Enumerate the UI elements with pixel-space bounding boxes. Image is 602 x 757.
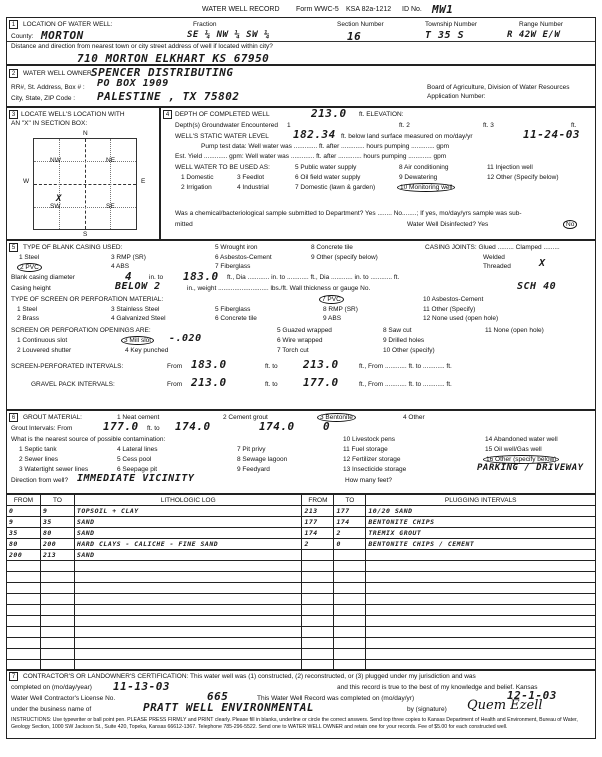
diameter-label: Blank casing diameter [11,274,75,281]
range-value: R 42W E/W [507,30,561,40]
form-number: Form WWC-5 [296,6,339,13]
grout-intervals-label: Grout Intervals: From [11,425,73,432]
water-well-record-form [6,4,596,752]
groundwater-label: Depth(s) Groundwater Encountered [175,122,278,129]
screen-pvc[interactable]: 7 PVC [319,295,344,304]
id-label: ID No. [402,6,422,13]
use-label: WELL WATER TO BE USED AS: [175,164,270,171]
casing-height-value: BELOW 2 [115,281,161,292]
table-row [7,572,596,583]
contam-lateral[interactable]: 4 Lateral lines [117,446,158,453]
table-row [7,638,596,649]
casing-rmp[interactable]: 3 RMP (SR) [111,254,146,261]
col-plugging-intervals: PLUGGING INTERVALS [366,495,596,506]
grout-to-value: 174.0 [175,420,211,433]
cell: TOPSOIL + CLAY [74,506,302,517]
open-none[interactable]: 11 None (open hole) [485,327,544,334]
cell: 174 [334,517,366,528]
well-location-mark: X [56,194,62,204]
contam-other-value: PARKING / DRIVEWAY [477,463,584,473]
table-row [7,539,596,550]
screen-concrete[interactable]: 6 Concrete tile [215,315,257,322]
screen-stainless[interactable]: 3 Stainless Steel [111,306,160,313]
gravel-rest: ft., From ............ ft. to ............ ft. [359,381,452,388]
how-many-feet-label: How many feet? [345,477,392,484]
casing-concrete-tile[interactable]: 8 Concrete tile [311,244,353,251]
business-value: PRATT WELL ENVIRONMENTAL [143,701,314,714]
section-box[interactable] [33,138,137,230]
table-row [7,649,596,660]
use-other[interactable]: 12 Other (Specify below) [487,174,559,181]
screen-rmp[interactable]: 8 RMP (SR) [323,306,358,313]
sw-quadrant: SW [50,203,61,210]
groundwater-3: ft. 3 [483,122,494,129]
use-industrial[interactable]: 4 Industrial [237,184,269,191]
contam-pit-privy[interactable]: 7 Pit privy [237,446,266,453]
board-label: Board of Agriculture, Division of Water Resources [427,84,570,91]
table-row [7,550,596,561]
owner-label: WATER WELL OWNER: [23,70,94,77]
gravel-from-label: From [167,381,183,388]
county-value: MORTON [41,29,84,42]
cell: HARD CLAYS - CALICHE - FINE SAND [74,539,302,550]
use-feedlot[interactable]: 3 Feedlot [237,174,265,181]
threaded-mark: X [539,258,546,269]
col-from: FROM [7,495,41,506]
instructions: INSTRUCTIONS: Use typewriter or ball point pen. PLEASE PRESS FIRMLY and PRINT clearly. Please fill in blanks, underline or circle the correct answers. Send top three copies to Kansas Department of Health and Environment, Bureau of Water, Geology Section, 1000 SW Jackson St., Suite 420, Topeka, Kansas 66612-1367. Telephone 785-296-5522. Send one to WATER WELL OWNER and retain one for your records. Fee of $5.00 for each constructed well. [11,717,578,730]
groundwater-2: ft. 2 [399,122,410,129]
section-3-number: 3 [9,110,18,119]
certification-label: CONTRACTOR'S OR LANDOWNER'S CERTIFICATION: This water well was (1) constructed, (2) reconstructed, or (3) plugged under my jurisdiction and was [23,673,476,680]
mill-slot-value: -.020 [169,333,202,344]
contam-fuel[interactable]: 11 Fuel storage [343,446,388,453]
contam-lagoon[interactable]: 8 Sewage lagoon [237,456,288,463]
county-label: County: [11,33,34,40]
cell: 177 [302,517,334,528]
grout-to-label: ft. to [147,425,160,432]
cell [334,550,366,561]
contam-sewer[interactable]: 2 Sewer lines [19,456,59,463]
locate-label: LOCATE WELL'S LOCATION WITH [21,111,125,118]
open-continuous[interactable]: 1 Continuous slot [17,337,68,344]
record-label: and this record is true to the best of my knowledge and belief. Kansas [337,684,538,691]
completed-label: completed on (mo/day/year) [11,684,92,691]
cell: 2 [334,528,366,539]
distance-label: Distance and direction from nearest town or city street address of well if located within city? [11,43,273,50]
cell: SAND [74,517,302,528]
contam-septic[interactable]: 1 Septic tank [19,446,57,453]
address-label: RR#, St. Address, Box # : [11,84,85,91]
yield-label: Est. Yield ............. gpm: Well water was ............. ft. after ............. hours pumping ............. gpm [175,153,447,160]
open-wire-wrapped[interactable]: 6 Wire wrapped [277,337,323,344]
contam-livestock[interactable]: 10 Livestock pens [343,436,396,443]
table-row [7,605,596,616]
screen-fiberglass[interactable]: 5 Fiberglass [215,306,251,313]
screen-from-label: From [167,363,183,370]
table-row [7,506,596,517]
casing-other[interactable]: 9 Other (specify below) [311,254,378,261]
section-2-owner [6,65,596,107]
application-label: Application Number: [427,93,486,100]
use-lawn-garden[interactable]: 7 Domestic (lawn & garden) [295,184,376,191]
screen-asbestos[interactable]: 10 Asbestos-Cement [423,296,484,303]
fraction-value: SE ¼ NW ¼ SW ¼ [187,30,270,40]
city-value: PALESTINE , TX 75802 [97,90,240,103]
cell: SAND [74,528,302,539]
east-label: E [141,178,146,185]
contam-abandoned[interactable]: 14 Abandoned water well [485,436,558,443]
south-label: S [83,231,88,238]
open-louvered[interactable]: 2 Louvered shutter [17,347,72,354]
sample-label: Was a chemical/bacteriological sample submitted to Department? Yes ........ No........; If yes, mo/day/yrs sample was sub- [175,210,522,217]
grout-neat-cement[interactable]: 1 Neat cement [117,414,160,421]
use-monitoring-well[interactable]: 10 Monitoring well [397,183,455,192]
gravel-to-label: ft. to [265,381,278,388]
casing-asbestos[interactable]: 6 Asbestos-Cement [215,254,272,261]
openings-label: SCREEN OR PERFORATION OPENINGS ARE: [11,327,151,334]
casing-height-rest: in., weight ............................ lbs./ft. Wall thickness or gauge No. [187,285,371,292]
cell: 213 [302,506,334,517]
table-row [7,528,596,539]
section-number-value: 16 [347,30,362,43]
disinfected-no[interactable]: No [563,220,577,229]
col-plug-to: TO [334,495,366,506]
screen-intervals-label: SCREEN-PERFORATED INTERVALS: [11,363,124,370]
screen-label: TYPE OF SCREEN OR PERFORATION MATERIAL: [11,296,164,303]
contam-fertilizer[interactable]: 12 Fertilizer storage [343,456,401,463]
section-1-location [6,17,596,65]
signature: Quem Ezell [467,698,543,713]
use-public-supply[interactable]: 5 Public water supply [295,164,357,171]
open-drilled[interactable]: 9 Drilled holes [383,337,425,344]
col-to: TO [40,495,74,506]
use-air-conditioning[interactable]: 8 Air conditioning [399,164,449,171]
cell: 0 [7,506,41,517]
range-label: Range Number [519,21,564,28]
open-key-punched[interactable]: 4 Key punched [125,347,169,354]
township-value: T 35 S [425,30,465,41]
contam-watertight[interactable]: 3 Watertight sewer lines [19,466,89,473]
township-label: Township Number [425,21,478,28]
license-label: Water Well Contractor's License No. [11,695,116,702]
table-row [7,583,596,594]
screen-abs[interactable]: 9 ABS [323,315,342,322]
section-number-label: Section Number [337,21,384,28]
lithologic-log-table [6,494,596,671]
diameter-to-label: in. to [149,274,164,281]
contam-seepage[interactable]: 6 Seepage pit [117,466,158,473]
groundwater-1: 1 [287,122,291,129]
grout-from-2-value: 174.0 [259,420,295,433]
contam-feedyard[interactable]: 9 Feedyard [237,466,270,473]
depth-value: 213.0 [311,107,347,120]
this-record-value: 12-1-03 [507,689,557,702]
static-level-date: 11-24-03 [523,128,580,141]
owner-value: SPENCER DISTRIBUTING [91,66,234,79]
table-row [7,616,596,627]
screen-steel[interactable]: 1 Steel [17,306,38,313]
location-label: LOCATION OF WATER WELL: [23,21,113,28]
open-guazed[interactable]: 5 Guazed wrapped [277,327,332,334]
cell: 177 [334,506,366,517]
screen-galvanized[interactable]: 4 Galvanized Steel [111,315,166,322]
cell: 9 [7,517,41,528]
grout-cement[interactable]: 2 Cement grout [223,414,268,421]
disinfected-label: Water Well Disinfected? Yes [407,221,489,228]
business-label: under the business name of [11,706,92,713]
form-header [6,4,596,16]
section-4-depth [160,107,596,240]
open-mill-slot[interactable]: 3 Mill slot [121,336,154,345]
screen-none[interactable]: 12 None used (open hole) [423,315,499,322]
groundwater-ft: ft. [571,122,577,129]
static-level-rest: ft. below land surface measured on mo/day/yr [341,133,473,140]
section-1-number: 1 [9,20,18,29]
screen-to-label: ft. to [265,363,278,370]
table-row [7,627,596,638]
cell: 35 [7,528,41,539]
depth-label: DEPTH OF COMPLETED WELL [175,111,270,118]
direction-label: Direction from well? [11,477,69,484]
casing-fiberglass[interactable]: 7 Fiberglass [215,263,251,270]
grout-label: GROUT MATERIAL: [23,414,82,421]
open-other[interactable]: 10 Other (specify) [383,347,435,354]
cell: SAND [74,550,302,561]
section-2-number: 2 [9,69,18,78]
open-saw-cut[interactable]: 8 Saw cut [383,327,412,334]
cell: 200 [40,539,74,550]
casing-wrought-iron[interactable]: 5 Wrought iron [215,244,258,251]
id-value: MW1 [432,3,454,16]
section-1-divider [7,41,595,42]
cell: BENTONITE CHIPS [366,517,596,528]
section-6-grout [6,410,596,494]
fraction-label: Fraction [193,21,217,28]
joints-label: CASING JOINTS: Glued ......... Clamped ......... [425,244,560,251]
this-record-label: This Water Well Record was completed on (mo/day/yr) [257,695,415,702]
table-header-row [7,495,596,506]
signature-label: by (signature) [407,706,447,713]
casing-abs[interactable]: 4 ABS [111,263,130,270]
cell: 200 [7,550,41,561]
submitted-label: mitted [175,221,193,228]
casing-height-label: Casing height [11,285,51,292]
gravel-from-value: 213.0 [191,376,227,389]
casing-steel[interactable]: 1 Steel [19,254,40,261]
contam-cess-pool[interactable]: 5 Cess pool [117,456,152,463]
ne-quadrant: NE [106,157,116,164]
grout-to-2-value: 0 [323,420,331,433]
use-domestic[interactable]: 1 Domestic [181,174,214,181]
contam-oil-gas[interactable]: 15 Oil well/Gas well [485,446,542,453]
north-label: N [83,130,88,137]
cell [302,550,334,561]
ksa-ref: KSA 82a-1212 [346,6,392,13]
use-injection-well[interactable]: 11 Injection well [487,164,533,171]
table-row [7,517,596,528]
cell: 0 [334,539,366,550]
use-dewatering[interactable]: 9 Dewatering [399,174,438,181]
cell: 80 [40,528,74,539]
gravel-to-value: 177.0 [303,376,339,389]
open-torch-cut[interactable]: 7 Torch cut [277,347,309,354]
screen-brass[interactable]: 2 Brass [17,315,40,322]
address-value: PO BOX 1909 [97,78,169,89]
contamination-label: What is the nearest source of possible contamination: [11,436,166,443]
section-3-locate [6,107,160,240]
completed-value: 11-13-03 [113,680,170,693]
cell: 213 [40,550,74,561]
table-row [7,561,596,572]
casing-pvc[interactable]: 2 PVC [17,263,42,272]
cell: TREMIX GROUT [366,528,596,539]
pump-test-label: Pump test data: Well water was ............. ft. after ............. hours pumping ............. gpm [201,143,450,150]
section-6-number: 6 [9,413,18,422]
gauge-value: SCH 40 [517,281,557,292]
west-label: W [23,178,30,185]
section-5-casing [6,240,596,410]
section-4-number: 4 [163,110,172,119]
section-7-number: 7 [9,672,18,681]
distance-value: 710 MORTON ELKHART KS 67950 [77,52,270,65]
elevation-label: ft. ELEVATION: [359,111,404,118]
cell: 9 [40,506,74,517]
cell: 80 [7,539,41,550]
city-label: City, State, ZIP Code : [11,95,76,102]
col-lithologic-log: LITHOLOGIC LOG [74,495,302,506]
gravel-label: GRAVEL PACK INTERVALS: [31,381,115,388]
cell: 174 [302,528,334,539]
threaded-label[interactable]: Threaded [483,263,511,270]
section-7-certification [6,669,596,739]
form-title: WATER WELL RECORD [202,6,280,13]
use-oil-field[interactable]: 6 Oil field water supply [295,174,361,181]
table-row [7,594,596,605]
cell: 35 [40,517,74,528]
screen-from-value: 183.0 [191,358,227,371]
contam-insecticide[interactable]: 13 Insecticide storage [343,466,407,473]
license-value: 665 [207,690,229,703]
cell: 10/20 SAND [366,506,596,517]
contam-other[interactable]: 16 Other (specify below) [483,455,559,464]
locate-label-2: AN "X" IN SECTION BOX: [11,120,88,127]
use-irrigation[interactable]: 2 Irrigation [181,184,212,191]
cell: 2 [302,539,334,550]
welded-label[interactable]: Welded [483,254,505,261]
casing-label: TYPE OF BLANK CASING USED: [23,244,123,251]
diameter-value: 4 [125,270,133,283]
screen-other[interactable]: 11 Other (Specify) [423,306,476,313]
grout-bentonite[interactable]: 3 Bentonite [317,413,356,422]
grout-other[interactable]: 4 Other [403,414,425,421]
direction-value: IMMEDIATE VICINITY [77,473,195,484]
nw-quadrant: NW [50,157,61,164]
diameter-rest: ft., Dia ............ in. to ............ ft., Dia ............ in. to ............ ft. [227,274,400,281]
section-5-number: 5 [9,243,18,252]
se-quadrant: SE [106,203,115,210]
cell [366,550,596,561]
screen-to-value: 213.0 [303,358,339,371]
static-level-value: 182.34 [293,128,336,141]
diameter-to-value: 183.0 [183,270,219,283]
static-level-label: WELL'S STATIC WATER LEVEL [175,133,269,140]
screen-rest: ft., From ............ ft. to ............ ft. [359,363,452,370]
grout-from-value: 177.0 [103,420,139,433]
col-plug-from: FROM [302,495,334,506]
cell: BENTONITE CHIPS / CEMENT [366,539,596,550]
